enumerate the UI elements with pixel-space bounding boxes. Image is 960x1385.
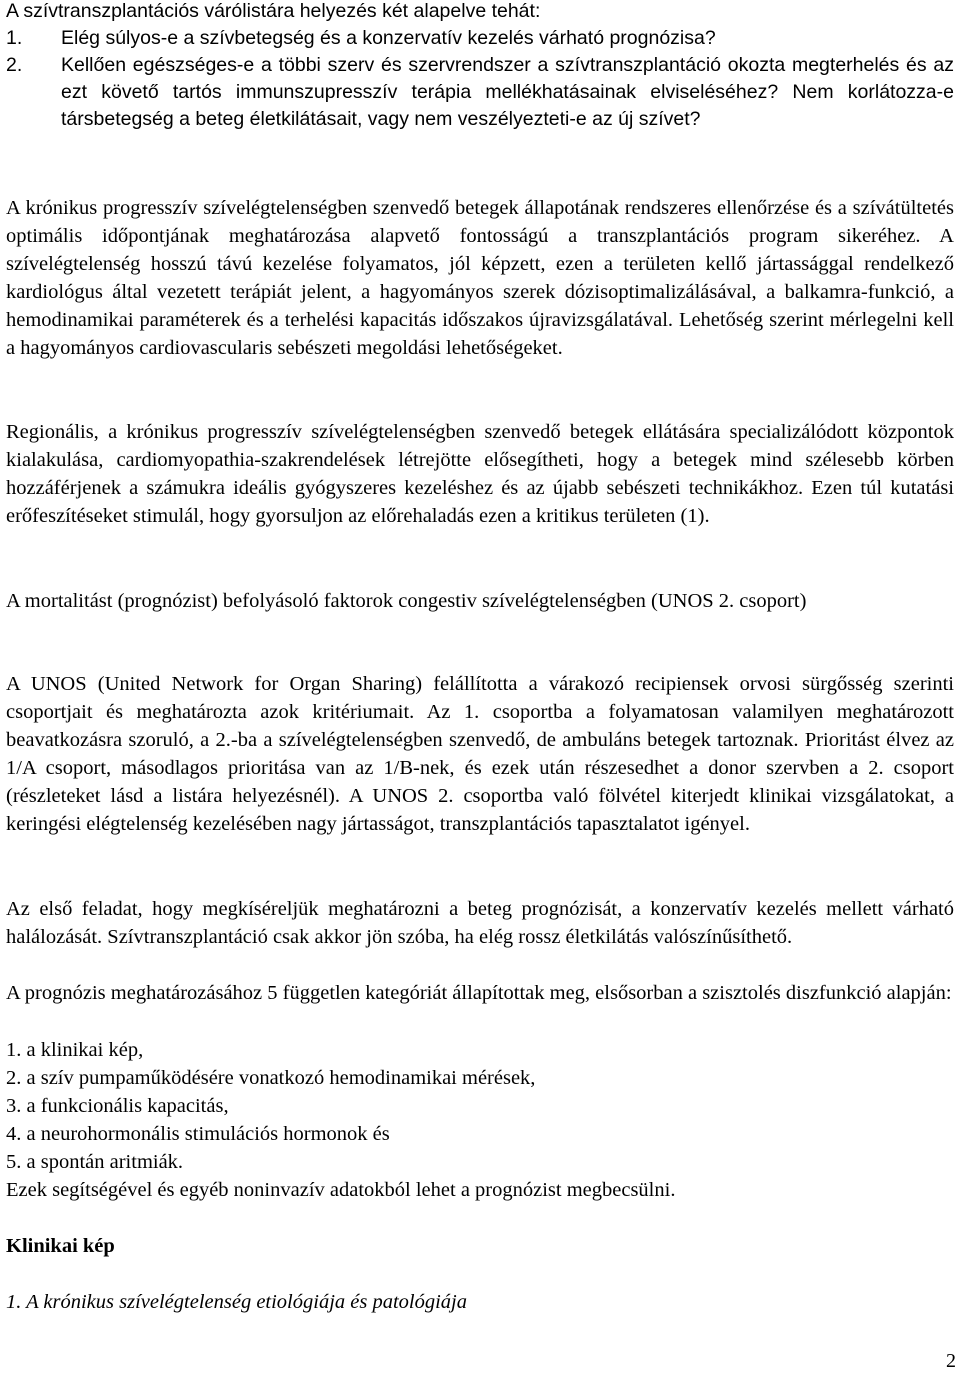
criteria-item — [6, 25, 954, 52]
paragraph-prognosis-categories: A prognózis meghatározásához 5 független kategóriát állapítottak meg, elsősorban a szisztolés diszfunkció alapján: — [6, 982, 952, 1004]
paragraph-regional-centres: Regionális, a krónikus progresszív szívelégtelenségben szenvedő betegek ellátására specializálódott központok kialakulása, cardiomyopathia-szakrendelések létrejötte elősegítheti, hogy a betegek mind szélesebb körben hozzáférjenek a számukra ideális gyógyszeres kezeléshez és az újabb sebészeti technikákhoz. Ezen túl kutatási erőfeszítéseket stimulál, hogy gyorsuljon az előrehaladás ezen a kritikus területen (1). — [6, 421, 954, 527]
paragraph-mortality-factors: A mortalitást (prognózist) befolyásoló faktorok congestiv szívelégtelenségben (UNOS 2. csoport) — [6, 590, 807, 612]
category-list — [6, 1036, 954, 1176]
criteria-item-number: 1. — [6, 27, 23, 49]
category-item: 4. a neurohormonális stimulációs hormonok és — [6, 1123, 390, 1145]
section-heading: Klinikai kép — [6, 1235, 115, 1257]
category-item: 2. a szív pumpaműködésére vonatkozó hemodinamikai mérések, — [6, 1067, 536, 1089]
transplant-criteria-block — [6, 0, 954, 133]
paragraph-noninvasive: Ezek segítségével és egyéb noninvazív adatokból lehet a prognózist megbecsülni. — [6, 1179, 676, 1201]
criteria-item-text: Elég súlyos-e a szívbetegség és a konzervatív kezelés várható prognózisa? — [61, 27, 716, 49]
criteria-item-number: 2. — [6, 54, 23, 76]
category-item: 1. a klinikai kép, — [6, 1039, 144, 1061]
page-number: 2 — [946, 1350, 956, 1372]
paragraph-first-task: Az első feladat, hogy megkíséreljük meghatározni a beteg prognózisát, a konzervatív kezelés mellett várható halálozását. Szívtranszplantáció csak akkor jön szóba, ha elég rossz életkilátás valószínűsíthető. — [6, 898, 954, 948]
paragraph-unos: A UNOS (United Network for Organ Sharing) felállította a várakozó recipiensek orvosi sürgősség szerinti csoportjait és meghatározta azok kritériumait. Az 1. csoportba a folyamatosan valamilyen meghatározott beavatkozásra szoruló, a 2.-ba a szívelégtelenségben szenvedő, de ambuláns betegek tartoznak. Prioritást élvez az 1/A csoport, másodlagos prioritása van az 1/B-nek, és ezek után részesedhet a donor szervben a 2. csoport (részleteket lásd a listára helyezésnél). A UNOS 2. csoportba való fölvétel kiterjedt klinikai vizsgálatokat, a keringési elégtelenség kezelésében nagy jártasságot, transzplantációs tapasztalatot igényel. — [6, 673, 954, 835]
criteria-item — [6, 52, 954, 133]
category-item: 5. a spontán aritmiák. — [6, 1151, 184, 1173]
criteria-list — [6, 25, 954, 133]
subsection-heading: 1. A krónikus szívelégtelenség etiológiája és patológiája — [6, 1291, 467, 1313]
category-item: 3. a funkcionális kapacitás, — [6, 1095, 229, 1117]
paragraph-monitoring: A krónikus progresszív szívelégtelenségben szenvedő betegek állapotának rendszeres ellenőrzése és a szívátültetés optimális időpontjának meghatározása alapvető fontosságú a transzplantációs program sikeréhez. A szívelégtelenség hosszú távú kezelése folyamatos, jól képzett, ezen a területen kellő jártassággal rendelkező kardiológus által vezetett terápiát jelent, a hagyományos szerek dózisoptimalizálásával, a balkamra-funkció, a hemodinamikai paraméterek és a terhelési kapacitás időszakos újravizsgálatával. Lehetőség szerint mérlegelni kell a hagyományos cardiovascularis sebészeti megoldási lehetőségeket. — [6, 197, 954, 359]
criteria-intro: A szívtranszplantációs várólistára helyezés két alapelve tehát: — [6, 0, 541, 22]
criteria-item-text: Kellően egészséges-e a többi szerv és szervrendszer a szívtranszplantáció okozta megterhelés és az ezt követő tartós immunszupresszív terápia mellékhatásainak elviseléséhez? Nem korlátozza-e társbetegség a beteg életkilátásait, vagy nem veszélyezteti-e az új szívet? — [61, 54, 954, 130]
